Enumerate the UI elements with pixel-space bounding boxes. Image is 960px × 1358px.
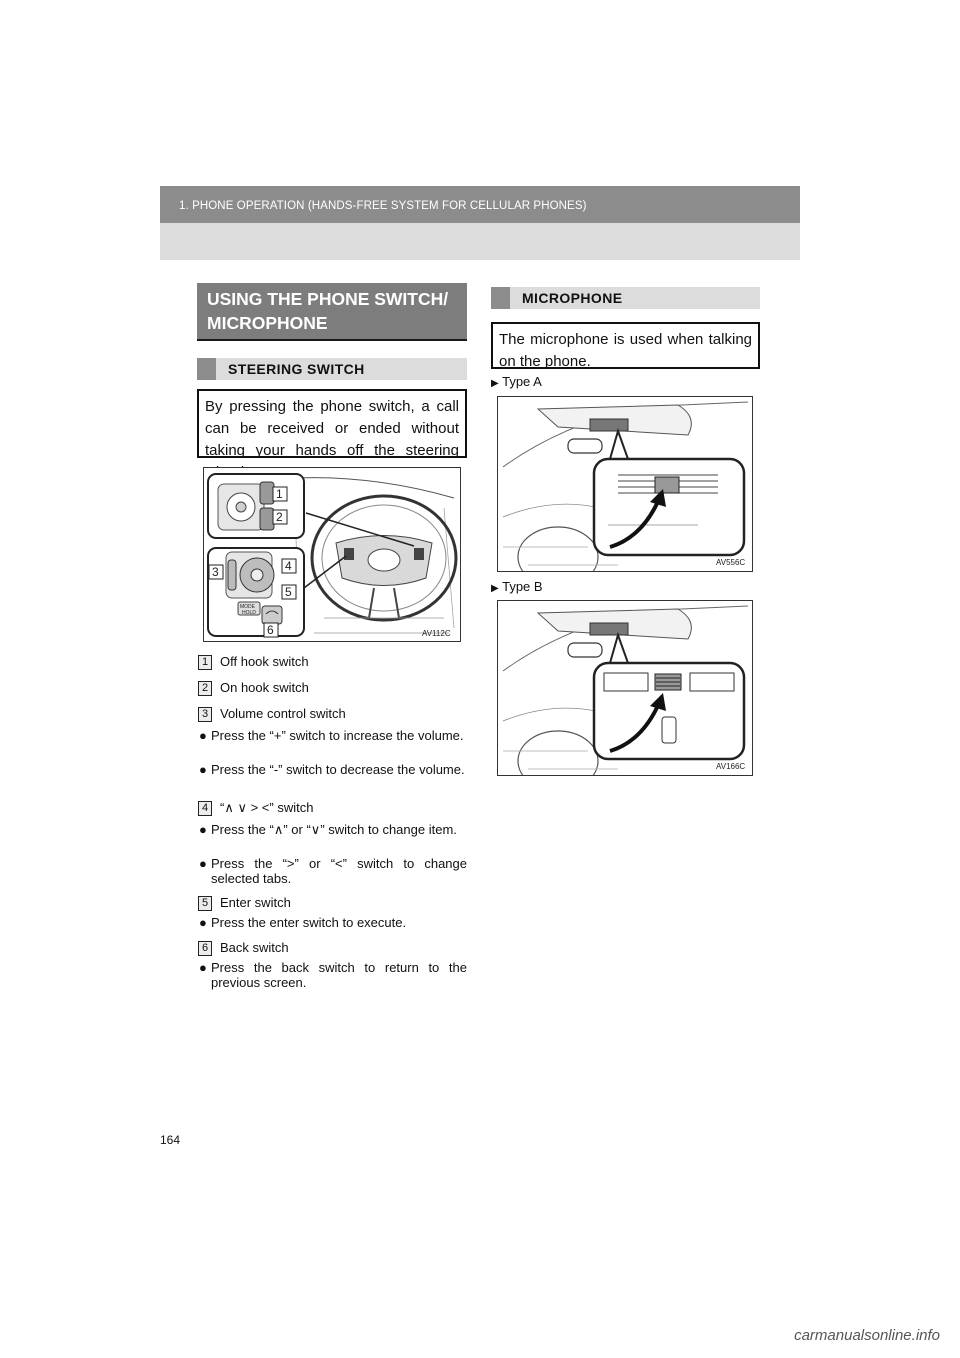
- bullet-text: Press the enter switch to execute.: [211, 915, 407, 930]
- header-bar: [160, 186, 800, 223]
- steering-switch-figure: [203, 467, 461, 642]
- header-title: 1. PHONE OPERATION (HANDS-FREE SYSTEM FOR CELLULAR PHONES): [179, 200, 587, 212]
- bullet-volume-down: [199, 762, 467, 777]
- subheading-label: STEERING SWITCH: [228, 361, 365, 377]
- microphone-figure-type-b: [497, 600, 753, 776]
- svg-text:4: 4: [285, 559, 292, 573]
- svg-text:5: 5: [285, 585, 292, 599]
- subheading-microphone: [491, 287, 760, 309]
- item-4: [198, 800, 313, 816]
- item-1: [198, 654, 309, 670]
- item-2: [198, 680, 309, 696]
- microphone-intro-box: The microphone is used when talking on the phone.: [491, 322, 760, 369]
- item-number: 1: [198, 655, 212, 670]
- bullet-icon: ●: [199, 822, 207, 837]
- intro-box: By pressing the phone switch, a call can be received or ended without taking your hands off the steering: [197, 389, 467, 458]
- svg-text:6: 6: [267, 623, 274, 637]
- bullet-volume-up: [199, 728, 467, 743]
- callout-1: [273, 487, 287, 501]
- mode-label: MODE: [240, 604, 255, 610]
- callout-2: [273, 510, 287, 524]
- arrow-icon: ▶: [491, 583, 499, 594]
- bullet-icon: ●: [199, 856, 207, 871]
- bullet-icon: ●: [199, 915, 207, 930]
- type-a-text: Type A: [502, 374, 542, 389]
- bullet-back: [199, 960, 467, 990]
- bullet-text: Press the back switch to return to the previous screen.: [211, 960, 467, 990]
- figure-code: AV112C: [422, 629, 451, 638]
- figure-code: AV556C: [716, 558, 746, 567]
- bullet-text: Press the “-” switch to decrease the volume.: [211, 762, 465, 777]
- page-number: 164: [160, 1133, 181, 1147]
- subheading-marker: [197, 358, 216, 380]
- item-label: “∧ ∨ > <” switch: [220, 800, 314, 815]
- subheading-steering-switch: [197, 358, 467, 380]
- arrow-icon: ▶: [491, 378, 499, 389]
- callout-4: [282, 559, 296, 573]
- item-label: Off hook switch: [220, 654, 309, 669]
- callout-5: [282, 585, 296, 599]
- bullet-change-tabs: [199, 856, 467, 886]
- subheading-marker: [491, 287, 510, 309]
- section-title: USING THE PHONE SWITCH/ MICROPHONE: [197, 283, 467, 341]
- type-b-text: Type B: [502, 579, 543, 594]
- steering-wheel-illustration: [204, 468, 460, 641]
- item-number: 3: [198, 707, 212, 722]
- page-header: [160, 186, 800, 260]
- svg-text:2: 2: [276, 510, 283, 524]
- item-3: [198, 706, 346, 722]
- section-rule: [197, 339, 467, 341]
- item-number: 4: [198, 801, 212, 816]
- subheading-label: MICROPHONE: [522, 290, 623, 306]
- microphone-illustration-b: [498, 601, 752, 775]
- type-a-label: [491, 374, 542, 389]
- bullet-icon: ●: [199, 762, 207, 777]
- svg-text:3: 3: [212, 565, 219, 579]
- microphone-figure-type-a: [497, 396, 753, 572]
- item-label: Back switch: [220, 940, 289, 955]
- hold-label: HOLD: [242, 610, 256, 616]
- item-number: 2: [198, 681, 212, 696]
- bullet-text: Press the “>” or “<” switch to change selected tabs.: [211, 856, 467, 886]
- type-b-label: [491, 579, 543, 594]
- item-5: [198, 895, 291, 911]
- bullet-text: Press the “+” switch to increase the volume.: [211, 728, 464, 743]
- bullet-icon: ●: [199, 728, 207, 743]
- figure-code: AV166C: [716, 762, 746, 771]
- item-6: [198, 940, 289, 956]
- callout-6: [264, 623, 278, 637]
- bullet-change-item: [199, 822, 467, 837]
- svg-text:1: 1: [276, 487, 283, 501]
- callout-3: [209, 565, 223, 579]
- bullet-text: Press the “∧” or “∨” switch to change item.: [211, 822, 457, 837]
- item-label: Volume control switch: [220, 706, 346, 721]
- footer: [0, 1318, 960, 1358]
- item-number: 6: [198, 941, 212, 956]
- footer-watermark: carmanualsonline.info: [794, 1327, 940, 1344]
- microphone-illustration-a: [498, 397, 752, 571]
- bullet-icon: ●: [199, 960, 207, 975]
- item-label: On hook switch: [220, 680, 309, 695]
- bullet-enter: [199, 915, 467, 930]
- item-label: Enter switch: [220, 895, 291, 910]
- item-number: 5: [198, 896, 212, 911]
